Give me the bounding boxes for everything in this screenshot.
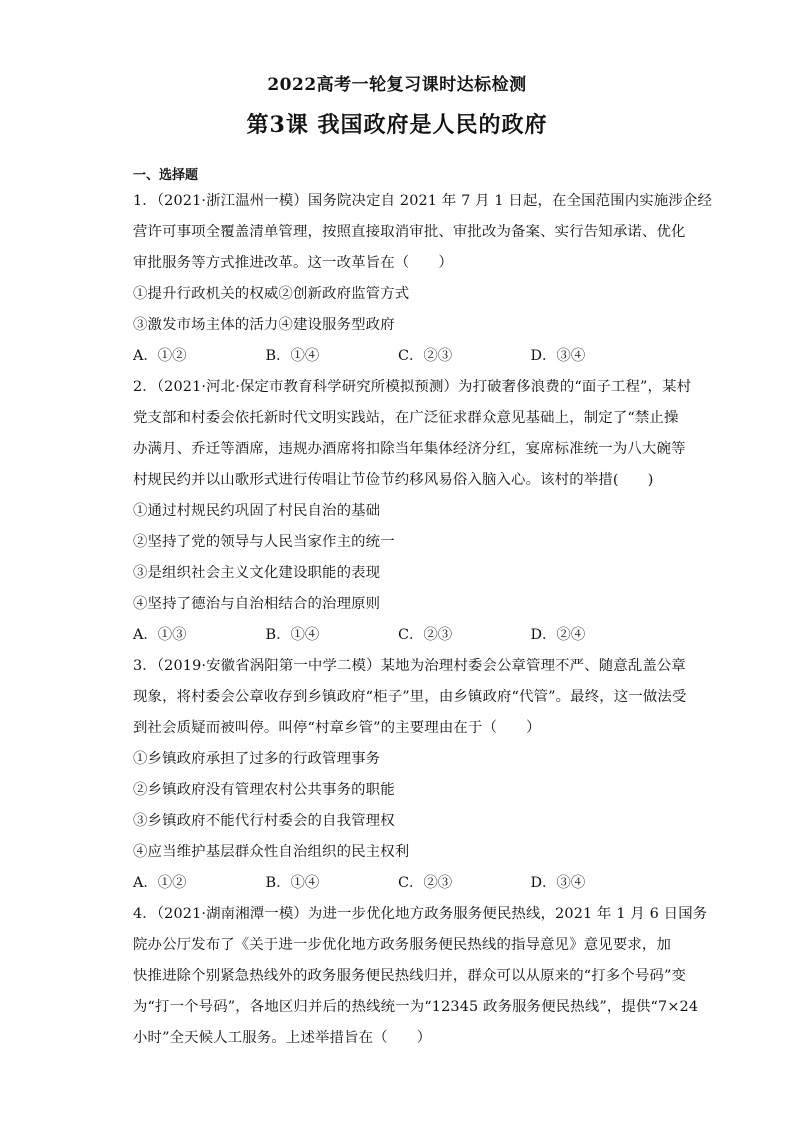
- answer-option-a: A．①②: [133, 875, 187, 891]
- answer-option-b: B．①④: [265, 627, 320, 643]
- answer-options: [133, 868, 663, 899]
- question-stem-line: 2．（2021·河北·保定市教育科学研究所模拟预测）为打破奢侈浪费的“面子工程”，某村: [133, 379, 692, 395]
- question-stem-line: 办满月、乔迁等酒席，违规办酒席将扣除当年集体经济分红，宴席标准统一为八大碗等: [133, 441, 686, 457]
- question-stem-line: 现象，将村委会公章收存到乡镇政府“柜子”里，由乡镇政府“代管”。最终，这一做法受: [133, 689, 687, 705]
- question-stem-line: 党支部和村委会依托新时代文明实践站，在广泛征求群众意见基础上，制定了“禁止操: [133, 410, 679, 426]
- question-stem-line: 村规民约并以山歌形式进行传唱让节俭节约移风易俗入脑入心。该村的举措( ): [133, 472, 654, 488]
- question-stem-line: 小时”全天候人工服务。上述举措旨在（ ）: [133, 1030, 432, 1046]
- question-stem-line: 营许可事项全覆盖清单管理，按照直接取消审批、审批改为备案、实行告知承诺、优化: [133, 224, 686, 240]
- answer-option-d: D．②④: [530, 627, 586, 643]
- document-title: 2022高考一轮复习课时达标检测: [267, 75, 527, 95]
- question-3: [133, 651, 687, 899]
- statement-item: ③激发市场主体的活力④建设服务型政府: [133, 317, 395, 333]
- answer-option-b: B．①④: [265, 348, 320, 364]
- question-4: [133, 899, 708, 1054]
- question-stem-line: 1．（2021·浙江温州一模）国务院决定自 2021 年 7 月 1 日起，在全国范围内实施涉企经: [133, 193, 712, 209]
- answer-option-a: A．①③: [133, 627, 187, 643]
- questions-container: [133, 186, 712, 1054]
- question-stem-line: 快推进除个别紧急热线外的政务服务便民热线归并，群众可以从原来的“打多个号码”变: [133, 968, 687, 984]
- answer-option-c: C．②③: [398, 875, 453, 891]
- question-stem-line: 院办公厅发布了《关于进一步优化地方政务服务便民热线的指导意见》意见要求，加: [133, 937, 672, 953]
- question-1: [133, 186, 712, 372]
- question-stem-line: 3．（2019·安徽省涡阳第一中学二模）某地为治理村委会公章管理不严、随意乱盖公章: [133, 658, 686, 674]
- statement-item: ④坚持了德治与自治相结合的治理原则: [133, 596, 381, 612]
- question-stem-line: 为“打一个号码”，各地区归并后的热线统一为“12345 政务服务便民热线”，提供“7×24: [133, 999, 699, 1015]
- answer-option-a: A．①②: [133, 348, 187, 364]
- lesson-title: 第3课 我国政府是人民的政府: [246, 112, 548, 138]
- statement-item: ①提升行政机关的权威②创新政府监管方式: [133, 286, 410, 302]
- answer-option-d: D．③④: [530, 875, 586, 891]
- statement-item: ③乡镇政府不能代行村委会的自我管理权: [133, 813, 395, 829]
- question-stem-line: 到社会质疑而被叫停。叫停“村章乡管”的主要理由在于（ ）: [133, 720, 541, 736]
- answer-option-d: D．③④: [530, 348, 586, 364]
- question-stem-line: 4．（2021·湖南湘潭一模）为进一步优化地方政务服务便民热线，2021 年 1 月 6 日国务: [133, 906, 708, 922]
- statement-item: ④应当维护基层群众性自治组织的民主权利: [133, 844, 410, 860]
- answer-option-c: C．②③: [398, 627, 453, 643]
- answer-option-b: B．①④: [265, 875, 320, 891]
- answer-option-c: C．②③: [398, 348, 453, 364]
- answer-options: [133, 341, 663, 372]
- section-heading: 一、选择题: [133, 168, 199, 183]
- statement-item: ②坚持了党的领导与人民当家作主的统一: [133, 534, 395, 550]
- question-stem-line: 审批服务等方式推进改革。这一改革旨在（ ）: [133, 255, 453, 271]
- question-list: [133, 166, 712, 1054]
- question-2: [133, 372, 692, 651]
- statement-item: ①乡镇政府承担了过多的行政管理事务: [133, 751, 381, 767]
- statement-item: ②乡镇政府没有管理农村公共事务的职能: [133, 782, 395, 798]
- answer-options: [133, 620, 663, 651]
- statement-item: ①通过村规民约巩固了村民自治的基础: [133, 503, 381, 519]
- statement-item: ③是组织社会主义文化建设职能的表现: [133, 565, 381, 581]
